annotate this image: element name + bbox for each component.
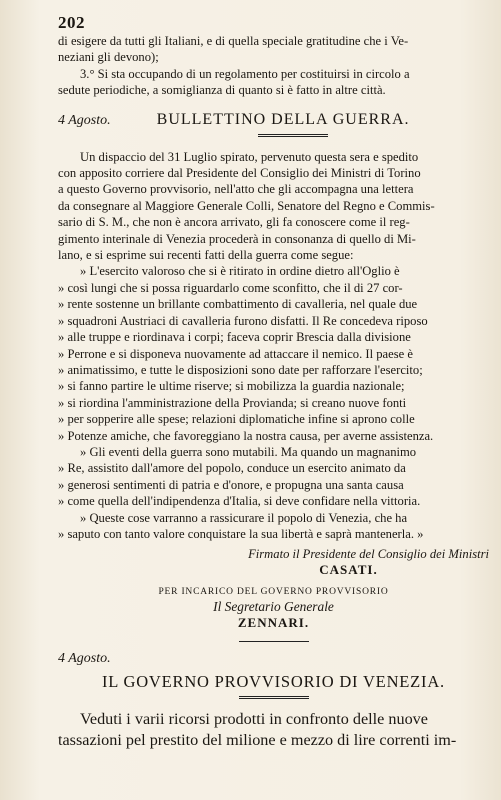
- text-line: da consegnare al Maggiore Generale Colli, Senatore del Regno e Commis-: [58, 198, 435, 213]
- text-line: Veduti i varii ricorsi prodotti in confronto delle nuove: [80, 710, 428, 729]
- text-line: a questo Governo provvisorio, nell'atto che gli accompagna una lettera: [58, 182, 414, 197]
- text-line: sario di S. M., che non è ancora arrivato, gli fa conoscere come il reg-: [58, 215, 410, 230]
- section-header: [58, 111, 489, 130]
- secretary-title: Il Segretario Generale: [213, 599, 334, 615]
- text-line: » si fanno partire le ultime riserve; si mobilizza la guardia nazionale;: [58, 379, 405, 394]
- title-rule: [239, 696, 309, 699]
- secretary-name: ZENNARI.: [237, 615, 310, 631]
- text-line: » così lungi che si possa riguardarlo come sconfitto, che il di 27 cor-: [58, 280, 403, 295]
- section-title: BULLETTINO DELLA GUERRA.: [156, 110, 410, 128]
- text-line: tassazioni pel prestito del milione e mezzo di lire correnti im-: [58, 730, 457, 749]
- text-line: » Gli eventi della guerra sono mutabili. Ma quando un magnanimo: [80, 444, 417, 459]
- text-line: » Queste cose varranno a rassicurare il popolo di Venezia, che ha: [80, 510, 408, 525]
- text-line: » generosi sentimenti di patria e d'onore, e propugna una santa causa: [58, 477, 404, 492]
- section-date: 4 Agosto.: [58, 651, 111, 667]
- text-line: » Perrone e si disponeva nuovamente ad attaccare il nemico. Il paese è: [58, 346, 413, 361]
- text-line: 3.° Si sta occupando di un regolamento per costituirsi in circolo a: [80, 66, 410, 81]
- text-line: » alle truppe e riordinava i corpi; faceva coprir Brescia dalla divisione: [58, 330, 411, 345]
- by-order-line: PER INCARICO DEL GOVERNO PROVVISORIO: [158, 587, 389, 598]
- text-line: con apposito corriere dal Presidente del Consiglio dei Ministri di Torino: [58, 166, 421, 181]
- text-line: » animatissimo, e tutte le disposizioni sono date per rafforzare l'esercito;: [58, 362, 423, 377]
- section-bulletin: [58, 111, 489, 632]
- text-line: » per sopperire alle spese; relazioni diplomatiche infine si aprono colle: [58, 412, 415, 427]
- text-line: » Potenze amiche, che favoreggiano la nostra causa, per averne assistenza.: [58, 428, 434, 443]
- text-line: » squadroni Austriaci di cavalleria furono disfatti. Il Re concedeva riposo: [58, 313, 428, 328]
- text-line: » rente sostenne un brillante combattimento di cavalleria, nel quale due: [58, 297, 418, 312]
- intro-text: [58, 33, 489, 99]
- text-line: » L'esercito valoroso che si è ritirato in ordine dietro all'Oglio è: [80, 264, 400, 279]
- text-line: » saputo con tanto valore conquistare la sua libertà e saprà mantenerla. »: [58, 526, 424, 541]
- text-line: gimento interinale di Venezia procederà in consonanza di quello di Mi-: [58, 231, 416, 246]
- bulletin-body: [58, 149, 489, 543]
- page-number: 202: [58, 13, 85, 32]
- governo-body: [58, 709, 489, 750]
- text-line: Un dispaccio del 31 Luglio spirato, pervenuto questa sera e spedito: [80, 149, 419, 164]
- section-governo: [58, 650, 489, 750]
- signature-line: Firmato il Presidente del Consiglio dei Ministri: [248, 547, 489, 562]
- text-line: di esigere da tutti gli Italiani, e di quella speciale gratitudine che i Ve-: [58, 34, 409, 48]
- section-date: 4 Agosto.: [58, 112, 111, 128]
- text-line: lano, e si esprime sui recenti fatti della guerra come segue:: [58, 248, 354, 263]
- section-title: IL GOVERNO PROVVISORIO DI VENEZIA.: [102, 672, 445, 692]
- text-line: » si riordina l'amministrazione della Provianda; si creano nuove fonti: [58, 395, 407, 410]
- section-divider: [239, 641, 309, 642]
- signer-name: CASATI.: [319, 562, 378, 578]
- text-line: » come quella dell'indipendenza d'Italia, si deve confidare nella vittoria.: [58, 494, 421, 509]
- title-rule: [258, 134, 328, 137]
- text-line: neziani gli devono);: [58, 50, 159, 65]
- text-line: sedute periodiche, a somiglianza di quanto si è fatto in altre città.: [58, 83, 386, 98]
- text-line: » Re, assistito dall'amore del popolo, conduce un esercito animato da: [58, 461, 406, 476]
